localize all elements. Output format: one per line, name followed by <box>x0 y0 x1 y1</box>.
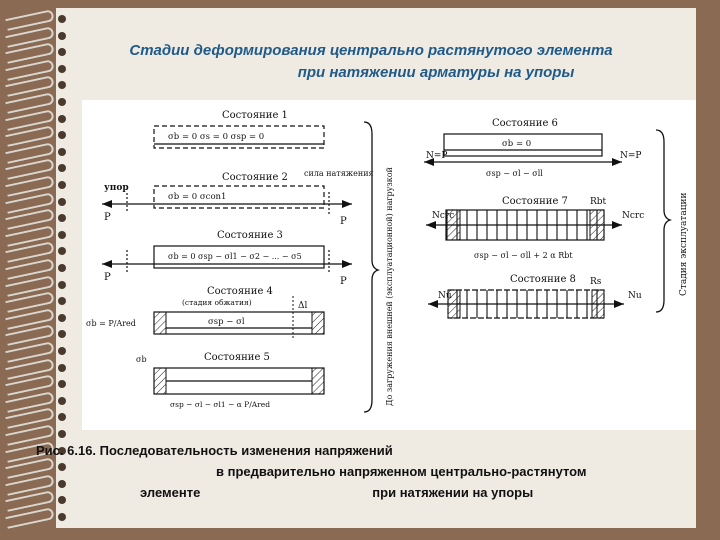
state4-formula: σsp − σl <box>208 317 245 327</box>
ring-hole <box>58 281 66 289</box>
ring-hole <box>58 364 66 372</box>
ring-hole <box>58 264 66 272</box>
binding-ring <box>6 114 60 124</box>
figure-caption <box>36 440 716 503</box>
binding-ring <box>6 80 60 90</box>
state5-side-formula: σb <box>136 355 147 364</box>
delta-l-label: Δl <box>298 301 308 311</box>
ring-hole <box>58 181 66 189</box>
state3-label: Состояние 3 <box>217 230 283 241</box>
ring-hole <box>58 231 66 239</box>
binding-ring <box>6 180 60 190</box>
state5-formula: σsp − σl − σl1 − α P/Ared <box>170 400 270 409</box>
state6-left-force: N=P <box>426 151 448 161</box>
ring-hole <box>58 115 66 123</box>
state6-label: Состояние 6 <box>492 118 558 129</box>
state6-formula-out: σsp − σl − σll <box>486 169 543 178</box>
title-line-2: при натяжении арматуры на упоры <box>297 64 575 81</box>
binding-ring <box>6 64 60 74</box>
binding-ring <box>6 296 60 306</box>
caption-line-3 <box>36 482 716 503</box>
caption-line-3a: элементе <box>140 485 201 500</box>
binding-ring <box>6 346 60 356</box>
state6-formula-in: σb = 0 <box>502 139 532 149</box>
state6-right-force: N=P <box>620 151 642 161</box>
binding-ring <box>6 230 60 240</box>
stress-diagram-figure <box>82 100 696 430</box>
state3-force-left: P <box>104 272 111 283</box>
left-stage-bracket <box>364 122 378 412</box>
ring-hole <box>58 198 66 206</box>
state8-left-force: Nu <box>438 291 452 301</box>
state7-right-force: Ncrc <box>622 211 645 221</box>
state3-force-right: P <box>340 276 347 287</box>
state2-force-left: P <box>104 212 111 223</box>
binding-ring <box>6 379 60 389</box>
state4-label: Состояние 4 <box>207 286 273 297</box>
state4-side-formula: σb = P/Ared <box>86 319 136 328</box>
binding-ring <box>6 130 60 140</box>
state5-label: Состояние 5 <box>204 352 270 363</box>
state1-label: Состояние 1 <box>222 110 288 121</box>
ring-hole <box>58 15 66 23</box>
ring-hole <box>58 32 66 40</box>
binding-ring <box>6 213 60 223</box>
binding-ring <box>6 147 60 157</box>
binding-ring <box>6 412 60 422</box>
binding-ring <box>6 163 60 173</box>
state4-sublabel: (стадия обжатия) <box>182 298 252 307</box>
state1-formula: σb = 0 σs = 0 σsp = 0 <box>168 132 265 142</box>
binding-ring <box>6 329 60 339</box>
ring-hole <box>58 397 66 405</box>
stress-diagram <box>82 100 696 430</box>
state2-label: Состояние 2 <box>222 172 288 183</box>
binding-ring <box>6 363 60 373</box>
ring-hole <box>58 148 66 156</box>
binding-ring <box>6 512 60 522</box>
state7-label: Состояние 7 <box>502 196 568 207</box>
binding-ring <box>6 47 60 57</box>
state2-force-right: P <box>340 216 347 227</box>
caption-line-2: в предварительно напряженном центрально-растянутом <box>216 464 587 479</box>
ring-hole <box>58 513 66 521</box>
state7-strength: Rbt <box>590 197 607 207</box>
state3-formula: σb = 0 σsp − σl1 − σ2 − ... − σ5 <box>168 252 302 261</box>
state8-strength: Rs <box>590 277 602 287</box>
binding-ring <box>6 246 60 256</box>
slide-title <box>56 40 696 84</box>
binding-ring <box>6 263 60 273</box>
binding-ring <box>6 14 60 24</box>
right-stage-bracket <box>656 130 670 312</box>
ring-hole <box>58 314 66 322</box>
binding-ring <box>6 396 60 406</box>
state7-left-force: Ncrc <box>432 211 455 221</box>
state2-formula: σb = 0 σcon1 <box>168 192 227 202</box>
right-stage-label: Стадия эксплуатации <box>679 192 689 296</box>
title-line-1: Стадии деформирования центрально растянутого элемента <box>129 42 613 59</box>
ring-hole <box>58 98 66 106</box>
binding-ring <box>6 31 60 41</box>
ring-hole <box>58 430 66 438</box>
left-stage-label: До загружения внешней (эксплуатационной) нагрузкой <box>385 167 394 406</box>
state8-right-force: Nu <box>628 291 642 301</box>
binding-ring <box>6 429 60 439</box>
caption-line-1: Рис. 6.16. Последовательность изменения напряжений <box>36 443 393 458</box>
state8-label: Состояние 8 <box>510 274 576 285</box>
binding-ring <box>6 197 60 207</box>
caption-line-3b: при натяжении на упоры <box>372 485 534 500</box>
binding-ring <box>6 313 60 323</box>
binding-ring <box>6 97 60 107</box>
binding-ring <box>6 280 60 290</box>
tension-force-label: сила натяжения <box>304 169 374 178</box>
support-label: упор <box>104 183 129 193</box>
ring-hole <box>58 347 66 355</box>
state7-formula-out: σsp − σl − σll + 2 α Rbt <box>474 251 573 260</box>
